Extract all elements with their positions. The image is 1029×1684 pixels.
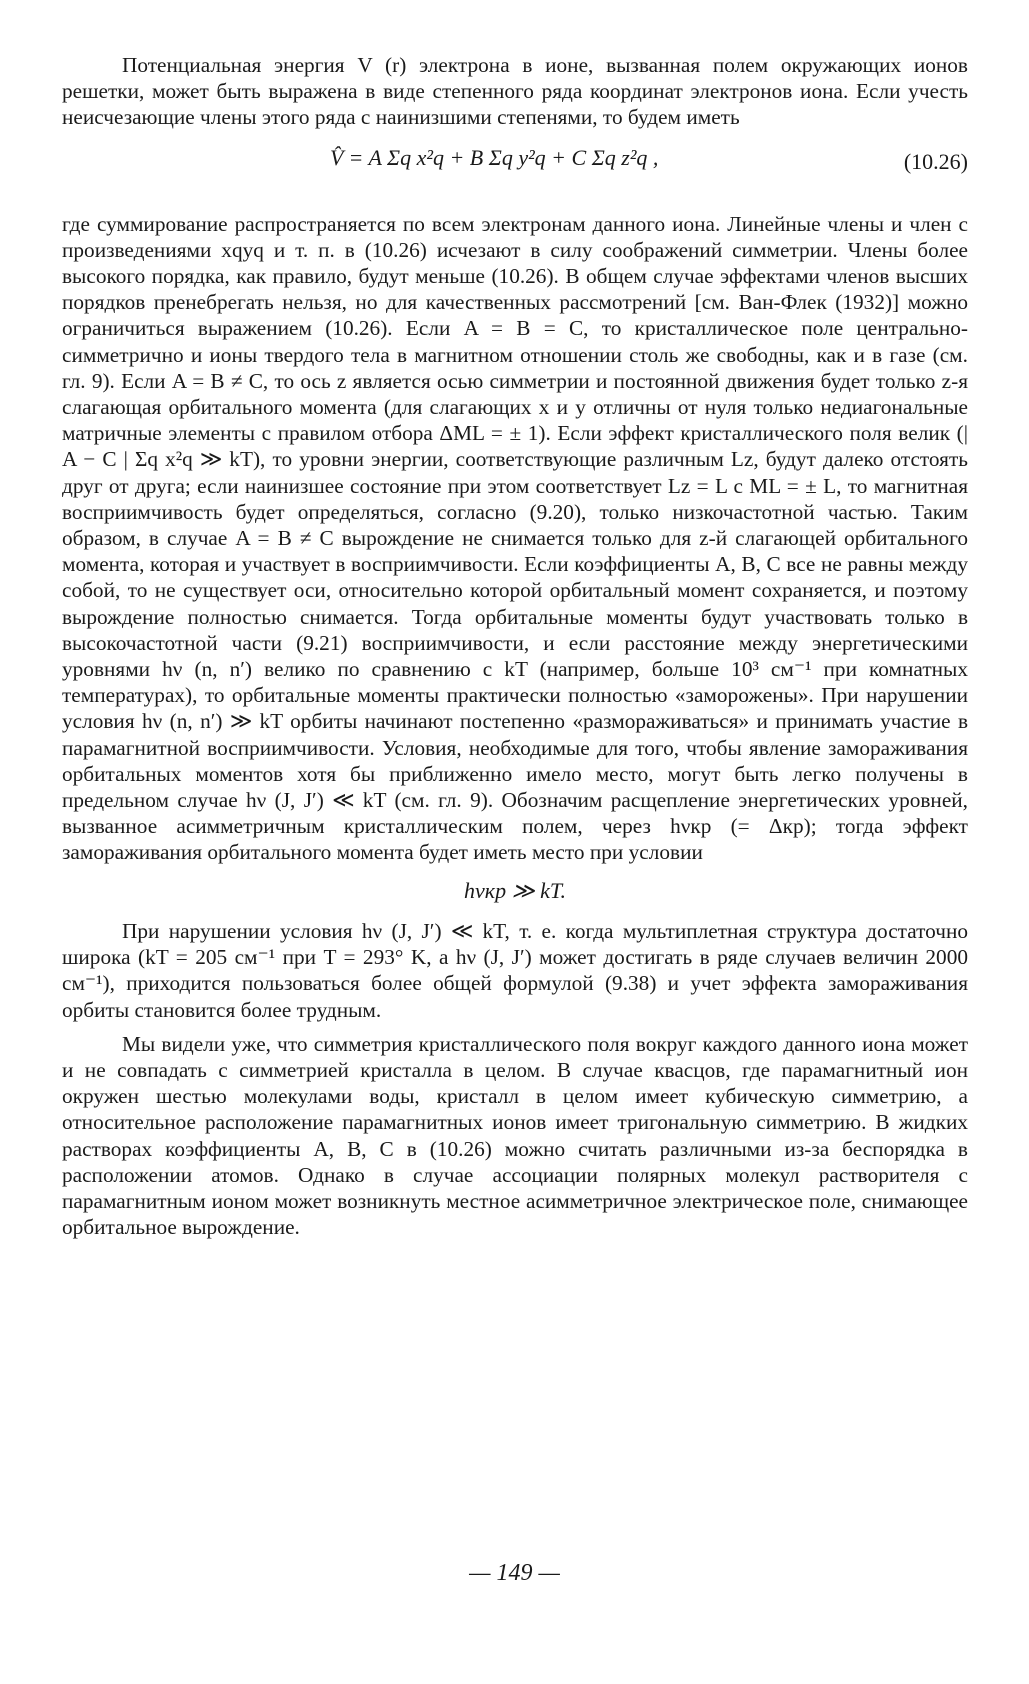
page-number: — 149 —	[469, 1560, 560, 1586]
paragraph-symmetry: Мы видели уже, что симметрия кристаллического поля вокруг каждого данного иона может и не совпадать с симметрией кристалла в целом. В случае квасцов, где парамагнитный ион окружен шестью молекулами воды, кристалл в целом имеет кубическую симметрию, а относительное расположение парамагнитных ионов имеет тригональную симметрию. В жидких растворах коэффициенты A, B, C в (10.26) можно считать различными из-за беспорядка в расположении атомов. Однако в случае ассоциации полярных молекул растворителя с парамагнитным ионом может возникнуть местное асимметричное электрическое поле, снимающее орбитальное вырождение.	[62, 1031, 968, 1240]
paragraph-spacer	[62, 1023, 968, 1031]
equation-10-26	[62, 135, 968, 205]
paragraph-potential-energy: Потенциальная энергия V (r) электрона в ионе, вызванная полем окружающих ионов решетки, может быть выражена в виде степенного ряда координат электронов иона. Если учесть неисчезающие члены этого ряда с наинизшими степенями, то будем иметь	[62, 53, 968, 130]
paragraph-multiplet: При нарушении условия hν (J, J′) ≪ kT, т. е. когда мультиплетная структура достаточно широка (kT = 205 см⁻¹ при T = 293° K, а hν (J, J′) может достигать в ряде случаев величин 2000 см⁻¹), приходится пользоваться более общей формулой (9.38) и учет эффекта замораживания орбиты становится более трудным.	[62, 918, 968, 1022]
equation-freezing-condition: hνкр ≫ kT.	[464, 877, 566, 903]
page-body	[62, 52, 968, 1240]
paragraph-summation: где суммирование распространяется по всем электронам данного иона. Линейные члены и член с произведениями xqyq и т. п. в (10.26) исчезают в силу соображений симметрии. Члены более высокого порядка, как правило, будут меньше (10.26). В общем случае эффектами членов высших порядков пренебрегать нельзя, но для качественных рассмотрений [см. Ван-Флек (1932)] можно ограничиться выражением (10.26). Если A = B = C, то кристаллическое поле центрально-симметрично и ионы твердого тела в магнитном отношении столь же свободны, как и в газе (см. гл. 9). Если A = B ≠ C, то ось z является осью симметрии и постоянной движения будет только z-я слагающая орбитального момента (для слагающих x и y отличны от нуля только недиагональные матричные элементы с правилом отбора ΔML = ± 1). Если эффект кристаллического поля велик (| A − C | Σq x²q ≫ kT), то уровни энергии, соответствующие различным Lz, будут далеко отстоять друг от друга; если наинизшее состояние при этом соответствует Lz = L с ML = ± L, то магнитная восприимчивость будет определяться, согласно (9.20), только низкочастотной частью. Таким образом, в случае A = B ≠ C вырождение не снимается только для z-й слагающей орбитального момента, которая и участвует в восприимчивости. Если коэффициенты A, B, C все не равны между собой, то не существует оси, относительно которой орбитальный момент сохраняется, и поэтому вырождение полностью снимается. Тогда орбитальные моменты будут участвовать только в высокочастотной части (9.21) восприимчивости, и если расстояние между энергетическими уровнями hν (n, n′) велико по сравнению с kT (например, больше 10³ см⁻¹ при комнатных температурах), то орбитальные моменты практически полностью «заморожены». При нарушении условия hν (n, n′) ≫ kT орбиты начинают постепенно «размораживаться» и принимать участие в парамагнитной восприимчивости. Условия, необходимые для того, чтобы явление замораживания орбитальных моментов хотя бы приближенно имело место, могут быть легко получены в предельном случае hν (J, J′) ≪ kT (см. гл. 9). Обозначим расщепление энергетических уровней, вызванное асимметричным кристаллическим полем, через hνкр (= Δкр); тогда эффект замораживания орбитального момента будет иметь место при условии	[62, 211, 968, 865]
equation-10-26-number: (10.26)	[903, 148, 968, 174]
equation-10-26-body: V̂ = A Σq x²q + B Σq y²q + C Σq z²q ,	[330, 144, 659, 170]
